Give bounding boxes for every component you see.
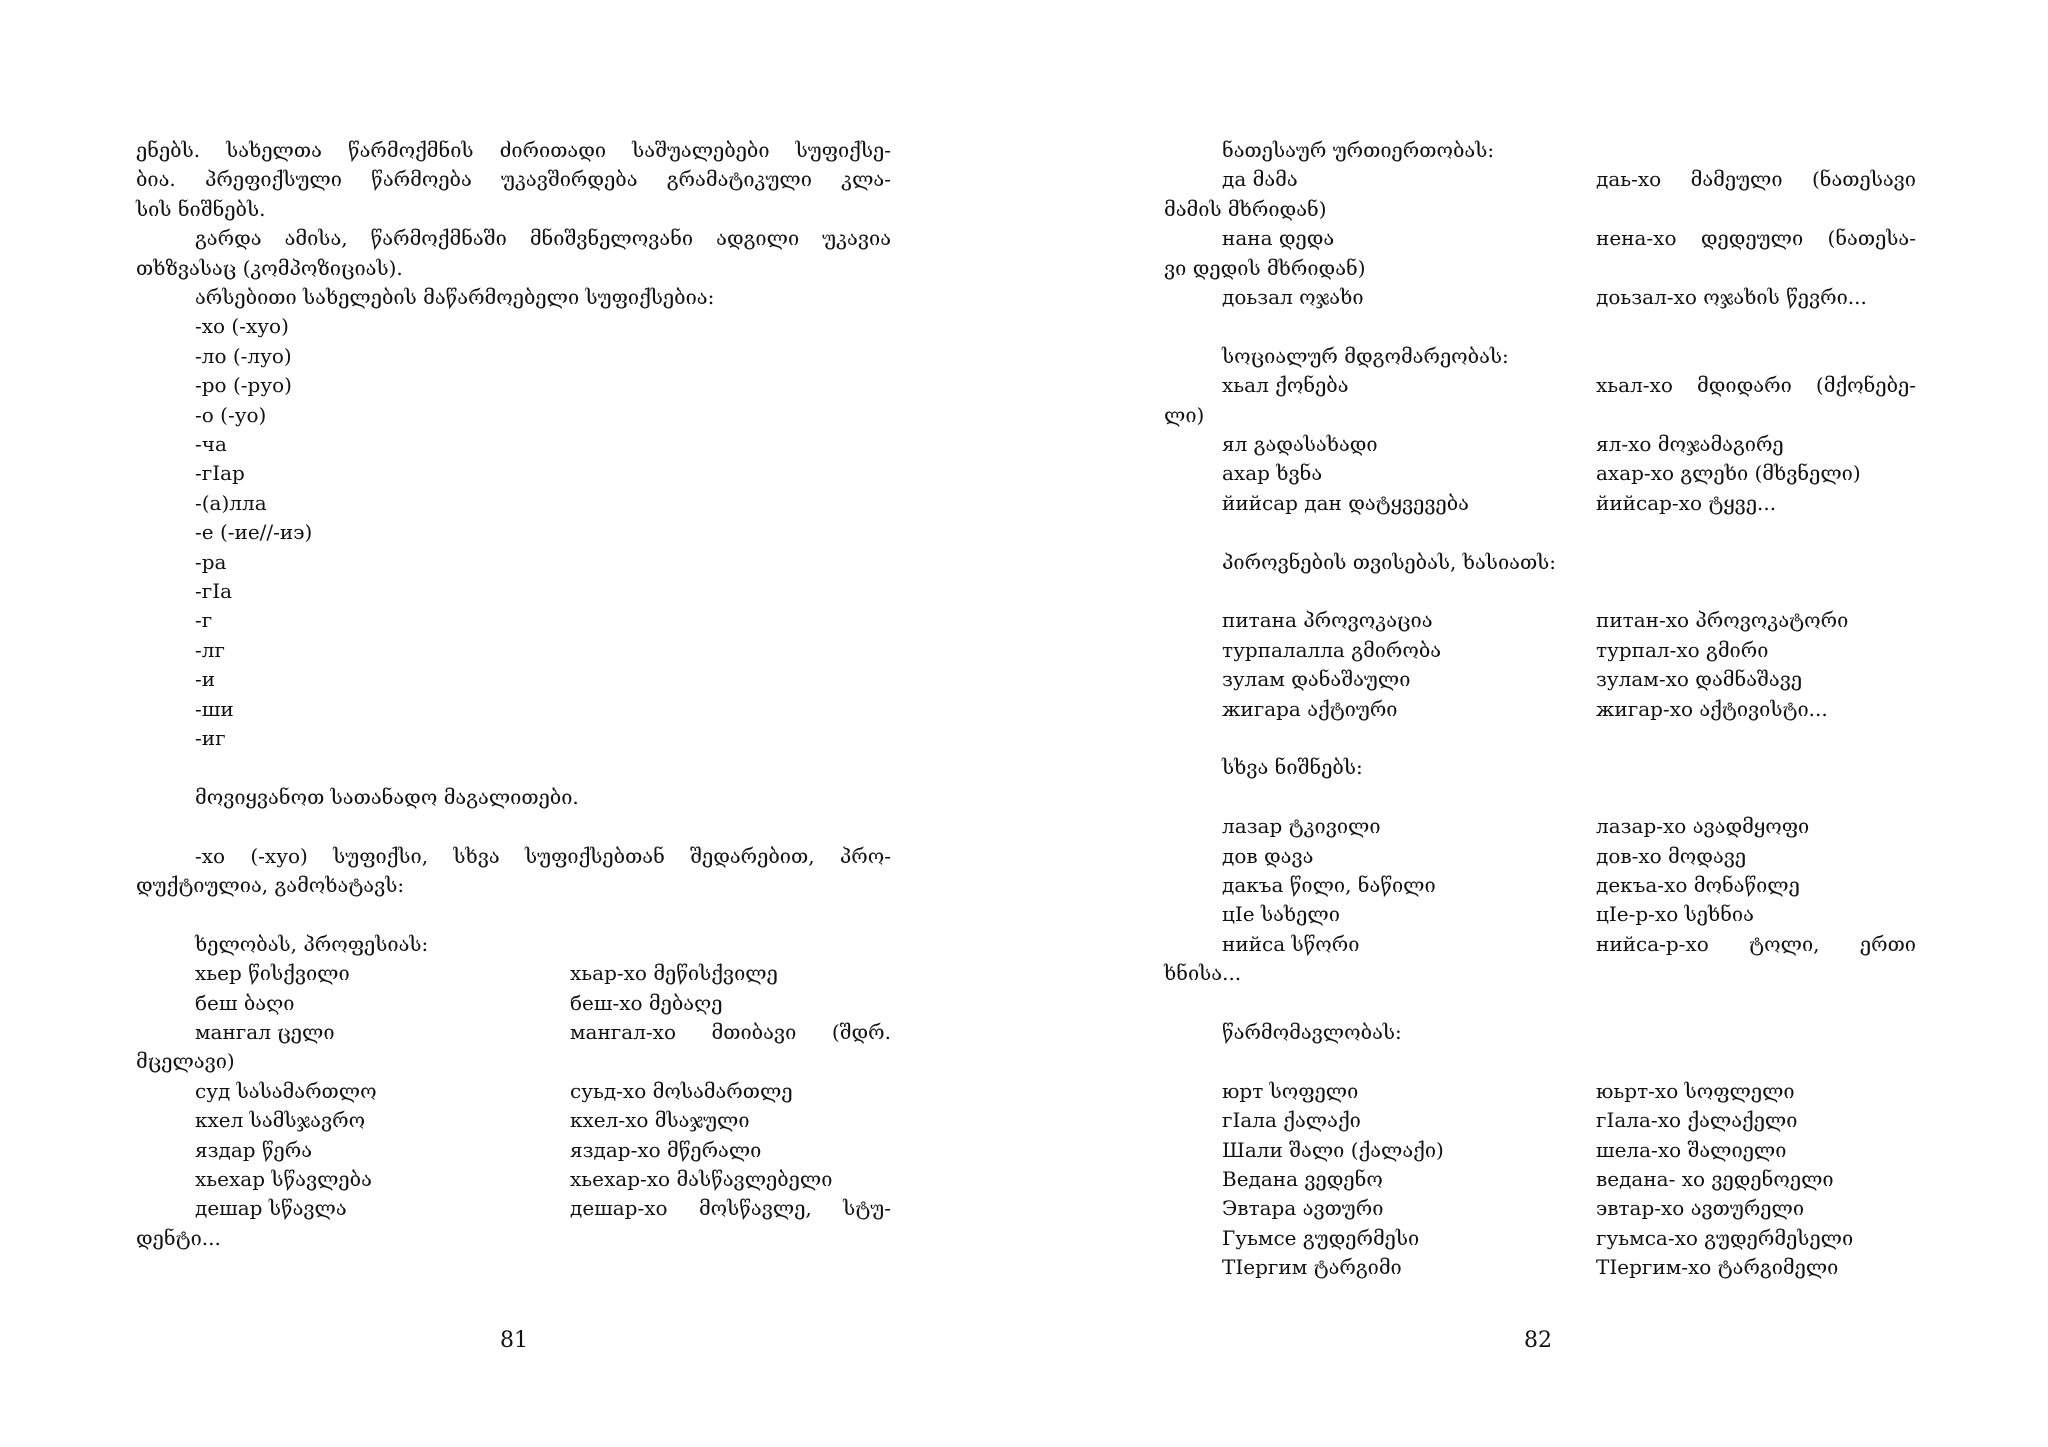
suffix-item: -г — [195, 608, 213, 633]
example-source-word: да მამა — [1222, 167, 1298, 192]
example-derived-word: яздар-хо მწერალი — [570, 1137, 762, 1162]
example-source-word: хьал ქონება — [1222, 373, 1349, 398]
example-derived-word: доьзал-хо ოჯახის წევრი... — [1596, 285, 1867, 309]
example-derived-word: ахар-хо გლეხი (მხვნელი) — [1596, 461, 1861, 486]
example-derived-word: хьехар-хо მასწავლებელი — [570, 1167, 833, 1191]
example-source-word: мангал ცელი — [195, 1020, 335, 1044]
suffix-item: -гIар — [195, 461, 245, 486]
suffix-item: -хо (-хуо) — [195, 314, 289, 339]
category-heading: ნათესაურ ურთიერთობას: — [1222, 138, 1495, 162]
category-heading: სოციალურ მდგომარეობას: — [1222, 343, 1509, 368]
example-source-word: Ведана ვედენო — [1222, 1167, 1383, 1191]
example-derived-word: дешар-хо მოსწავლე, სტუ- — [570, 1196, 891, 1221]
example-derived-word: нена-хо დედეული (ნათესა- — [1596, 226, 1916, 251]
body-text-line: გარდა ამისა, წარმოქმნაში მნიშვნელოვანი ადგილი უკავია — [195, 226, 891, 251]
example-source-word: зулам დანაშაული — [1222, 667, 1411, 692]
body-text-line: -хо (-хуо) სუფიქსი, სხვა სუფიქსებთან შედარებით, პრო- — [195, 843, 891, 868]
example-source-word: цIе სახელი — [1222, 902, 1340, 927]
suffix-item: -ло (-луо) — [195, 343, 292, 368]
body-text-line: სის ნიშნებს. — [136, 196, 266, 221]
body-text-line: დუქტიულია, გამოხატავს: — [136, 873, 405, 897]
body-text-line: ენებს. სახელთა წარმოქმნის ძირითადი საშუალებები სუფიქსე- — [136, 138, 891, 162]
example-continuation: მცელავი) — [136, 1049, 235, 1074]
example-source-word: лазар ტკივილი — [1222, 814, 1381, 839]
body-text-line: თხზვასაც (კომპოზიციას). — [136, 255, 403, 280]
example-source-word: суд სასამართლო — [195, 1078, 377, 1103]
example-derived-word: гуьмса-хо გუდერმესელი — [1596, 1225, 1854, 1250]
suffix-item: -гIа — [195, 579, 233, 603]
example-source-word: ахар ხვნა — [1222, 461, 1323, 486]
category-heading: პიროვნების თვისებას, ხასიათს: — [1222, 549, 1557, 574]
example-derived-word: цIе-р-хо სეხნია — [1596, 902, 1754, 927]
example-derived-word: шела-хо შალიელი — [1596, 1137, 1787, 1162]
example-continuation: მამის მხრიდან) — [1164, 196, 1327, 221]
suffix-item: -и — [195, 667, 216, 692]
suffix-item: -ши — [195, 696, 234, 721]
example-source-word: питана პროვოკაცია — [1222, 608, 1433, 633]
suffix-item: -о (-уо) — [195, 402, 267, 427]
example-source-word: ТIергим ტარგიმი — [1222, 1255, 1402, 1280]
example-source-word: нийса სწორი — [1222, 931, 1360, 956]
page-number: 82 — [1524, 1328, 1552, 1353]
example-derived-word: гIала-хо ქალაქელი — [1596, 1108, 1798, 1133]
example-derived-word: кхел-хо მსაჯული — [570, 1108, 750, 1133]
example-source-word: дешар სწავლა — [195, 1196, 347, 1221]
example-derived-word: питан-хо პროვოკატორი — [1596, 608, 1849, 633]
example-derived-word: ведана- хо ვედენოელი — [1596, 1167, 1834, 1191]
suffix-item: -ча — [195, 432, 227, 456]
example-derived-word: йийсар-хо ტყვე... — [1596, 490, 1777, 515]
example-source-word: беш ბაღი — [195, 990, 295, 1015]
example-source-word: дакъа წილი, ნაწილი — [1222, 873, 1436, 897]
example-derived-word: ял-хо მოჯამაგირე — [1596, 432, 1784, 456]
example-derived-word: нийса-р-хо ტოლი, ერთი — [1596, 931, 1916, 956]
example-source-word: кхел სამსჯავრო — [195, 1108, 366, 1133]
example-continuation: ვი დედის მხრიდან) — [1164, 255, 1366, 280]
suffix-item: -е (-ие//-иэ) — [195, 520, 313, 545]
example-derived-word: юьрт-хо სოფლელი — [1596, 1078, 1795, 1103]
example-source-word: нана დედა — [1222, 226, 1335, 251]
suffix-item: -ра — [195, 549, 227, 574]
example-continuation: ლი) — [1164, 402, 1205, 427]
example-source-word: Шали შალი (ქალაქი) — [1222, 1137, 1444, 1162]
suffix-list-intro: არსებითი სახელების მაწარმოებელი სუფიქსებია: — [195, 285, 715, 309]
example-derived-word: ТIергим-хо ტარგიმელი — [1596, 1255, 1839, 1280]
examples-intro: მოვიყვანოთ სათანადო მაგალითები. — [195, 784, 579, 809]
example-continuation: დენტი... — [136, 1225, 221, 1250]
body-text-line: ბია. პრეფიქსული წარმოება უკავშირდება გრამატიკული კლა- — [136, 167, 891, 192]
example-source-word: гIала ქალაქი — [1222, 1108, 1361, 1133]
example-source-word: ял გადასახადი — [1222, 432, 1378, 456]
suffix-item: -(а)лла — [195, 490, 267, 515]
example-source-word: хьехар სწავლება — [195, 1167, 372, 1191]
suffix-item: -лг — [195, 637, 225, 662]
example-derived-word: хьар-хо მეწისქვილე — [570, 961, 778, 986]
example-derived-word: лазар-хо ავადმყოფი — [1596, 814, 1810, 839]
example-source-word: жигара აქტიური — [1222, 696, 1398, 721]
example-source-word: хьер წისქვილი — [195, 961, 350, 986]
example-derived-word: жигар-хо აქტივისტი... — [1596, 696, 1828, 721]
example-derived-word: дов-хо მოდავე — [1596, 843, 1747, 868]
example-derived-word: турпал-хо გმირი — [1596, 637, 1769, 662]
example-source-word: турпалалла გმირობა — [1222, 637, 1442, 662]
example-derived-word: хьал-хо მდიდარი (მქონებე- — [1596, 373, 1916, 398]
suffix-item: -ро (-руо) — [195, 373, 292, 398]
example-source-word: яздар წერა — [195, 1137, 313, 1162]
example-source-word: доьзал ოჯახი — [1222, 285, 1364, 309]
category-heading: ხელობას, პროფესიას: — [195, 931, 429, 956]
example-source-word: Эвтара ავთური — [1222, 1196, 1384, 1221]
example-derived-word: мангал-хо მთიბავი (შდრ. — [570, 1020, 891, 1044]
example-derived-word: зулам-хо დამნაშავე — [1596, 667, 1803, 692]
example-source-word: йийсар дан დატყვევება — [1222, 490, 1469, 515]
category-heading: სხვა ნიშნებს: — [1222, 755, 1363, 780]
example-derived-word: беш-хо მებაღე — [570, 990, 723, 1015]
suffix-item: -иг — [195, 726, 226, 750]
example-continuation: ხნისა... — [1164, 961, 1242, 986]
example-derived-word: суьд-хо მოსამართლე — [570, 1078, 793, 1103]
example-derived-word: даь-хо მამეული (ნათესავი — [1596, 167, 1916, 192]
page-number: 81 — [500, 1328, 528, 1353]
example-derived-word: эвтар-хо ავთურელი — [1596, 1196, 1805, 1221]
right-page — [1024, 0, 2048, 1447]
category-heading: წარმომავლობას: — [1222, 1020, 1402, 1044]
example-source-word: юрт სოფელი — [1222, 1078, 1359, 1103]
example-source-word: Гуьмсе გუდერმესი — [1222, 1225, 1420, 1250]
example-derived-word: декъа-хо მონაწილე — [1596, 873, 1800, 897]
example-source-word: дов დავა — [1222, 843, 1314, 868]
